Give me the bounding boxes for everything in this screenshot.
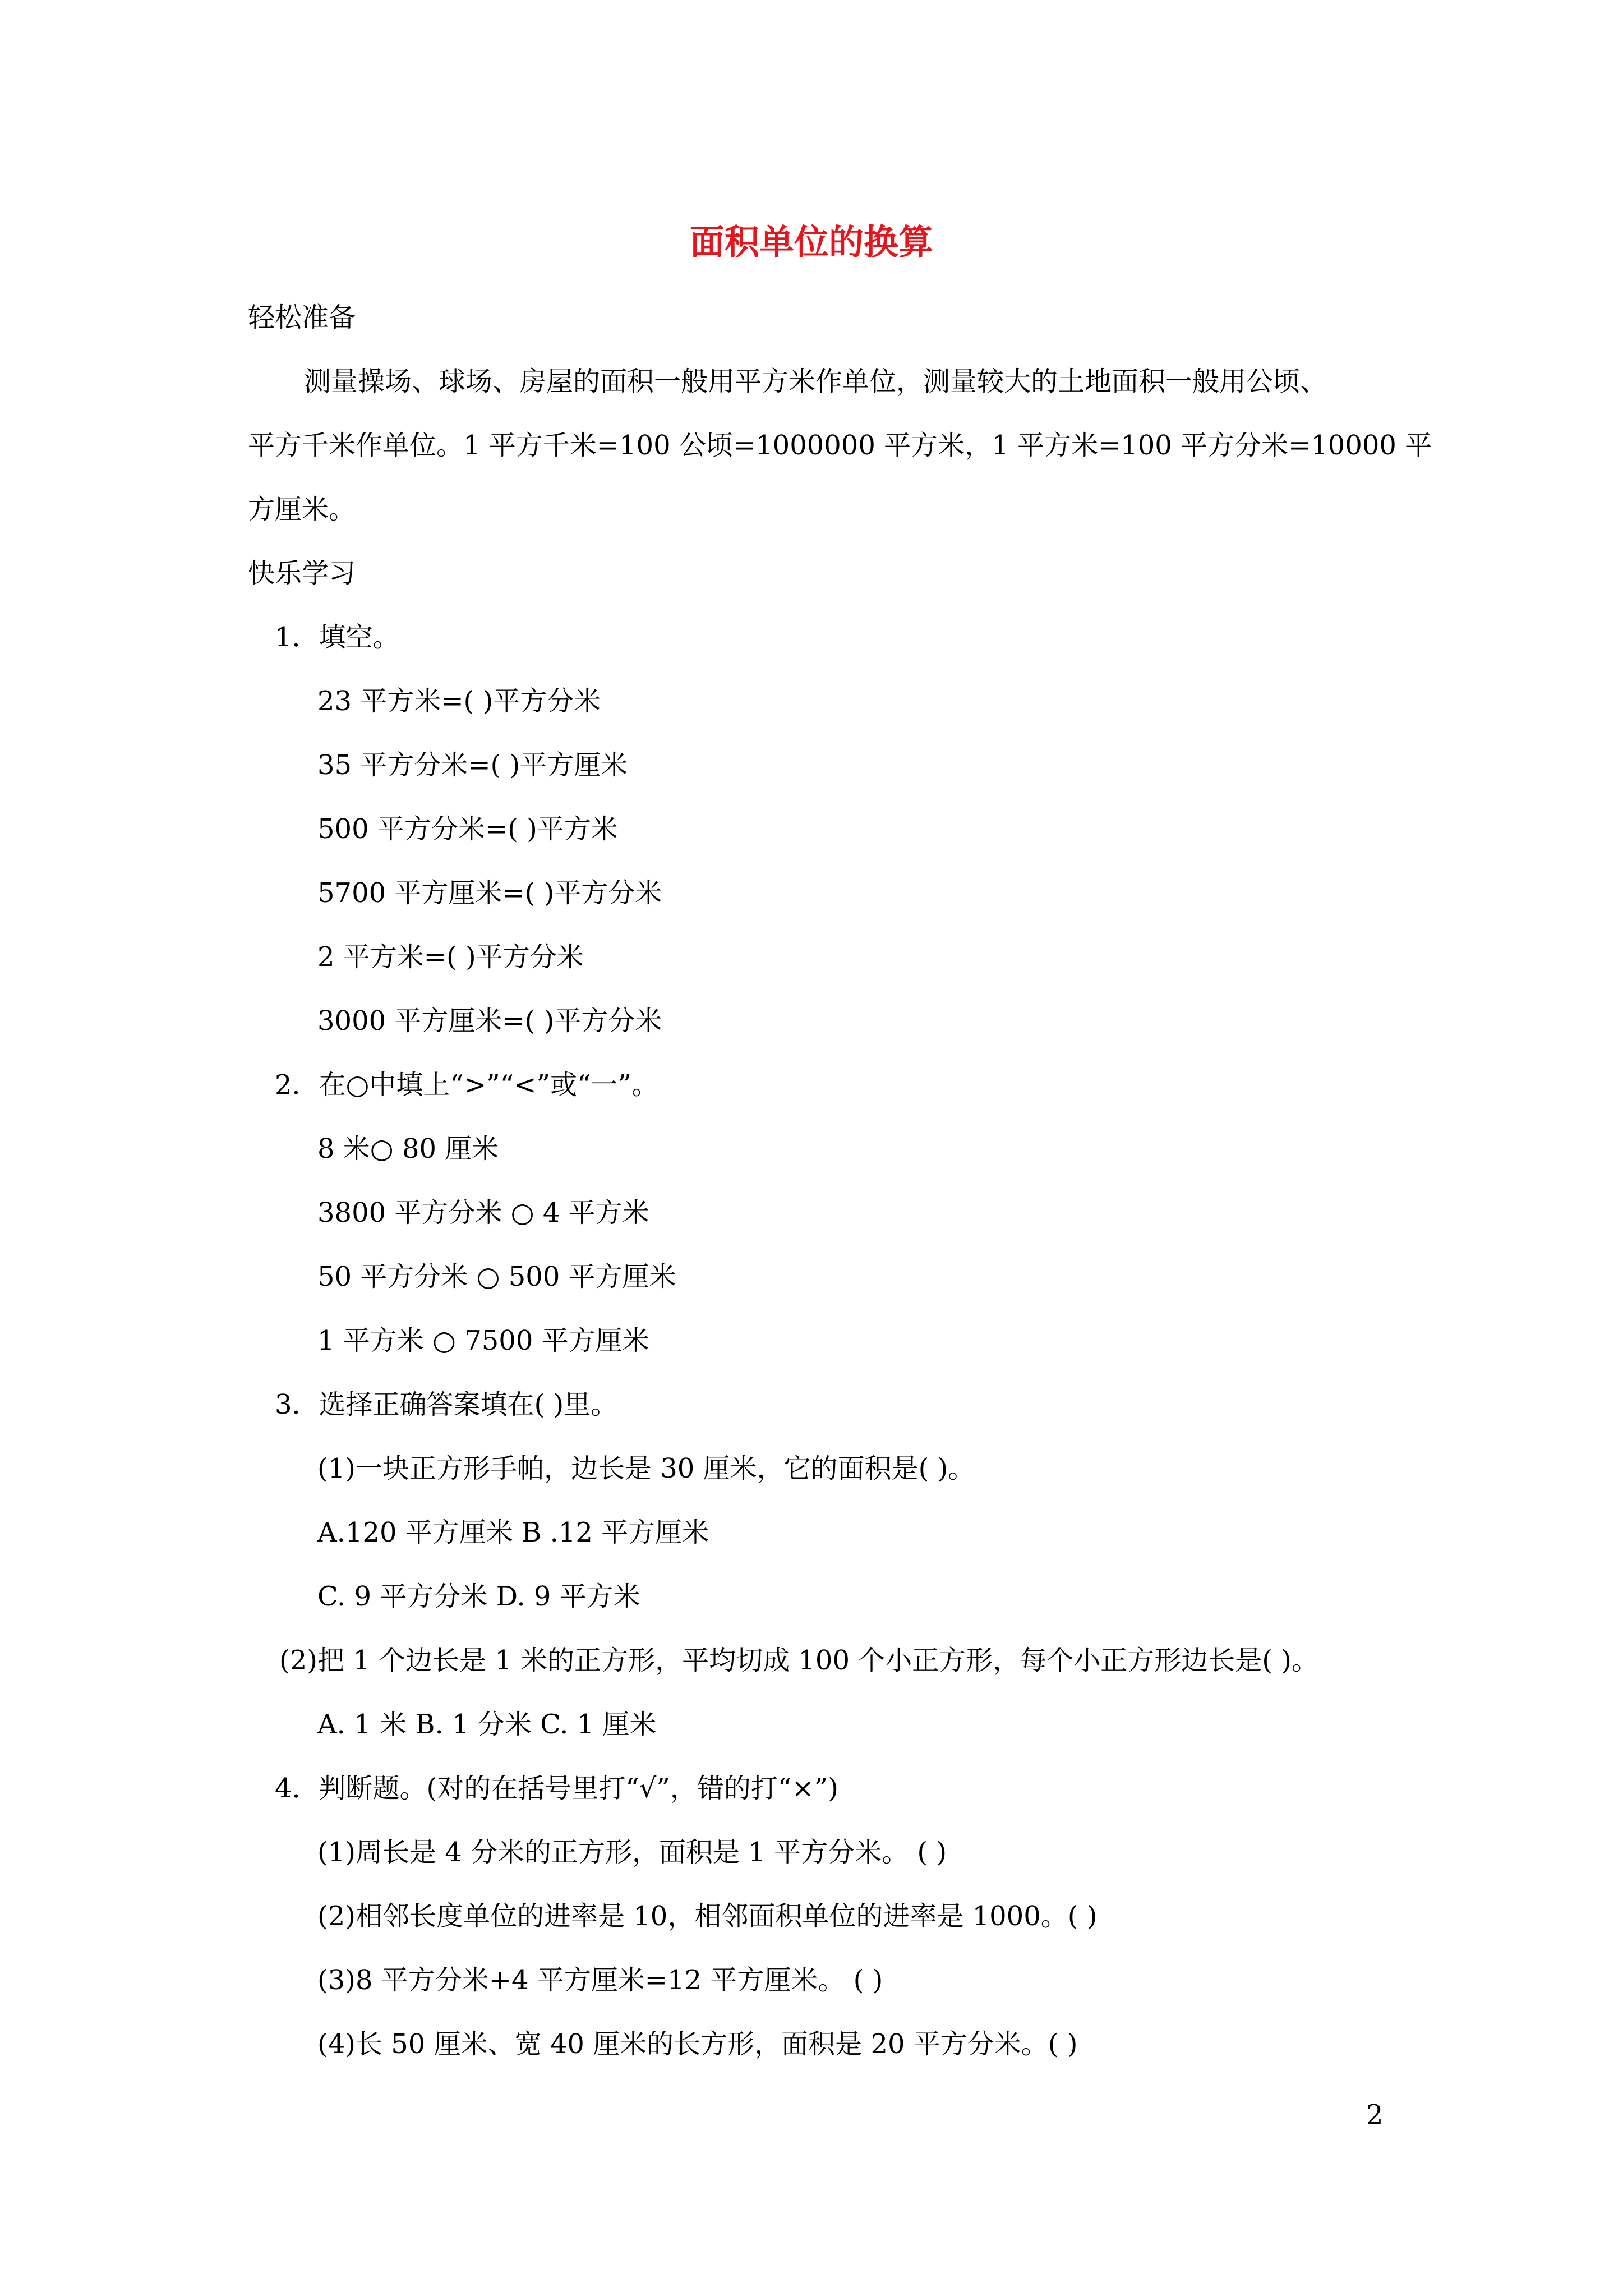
question-3-label: 3．选择正确答案填在( )里。: [275, 1389, 618, 1420]
question-1-label: 1．填空。: [275, 622, 400, 653]
intro-line-2: 平方千米作单位。1 平方千米=100 公顷=1000000 平方米，1 平方米=100 平方分米=10000 平: [248, 430, 1432, 461]
q4-item: (1)周长是 4 分米的正方形，面积是 1 平方分米。 ( ): [317, 1837, 947, 1868]
q2-item: 3800 平方分米 ○ 4 平方米: [317, 1197, 649, 1228]
q1-item: 3000 平方厘米=( )平方分米: [317, 1005, 662, 1037]
q4-item: (3)8 平方分米+4 平方厘米=12 平方厘米。 ( ): [317, 1964, 883, 1996]
q1-item: 35 平方分米=( )平方厘米: [317, 749, 628, 781]
q4-item: (4)长 50 厘米、宽 40 厘米的长方形，面积是 20 平方分米。( ): [317, 2028, 1078, 2060]
question-4-label: 4．判断题。(对的在括号里打“√”，错的打“×”): [275, 1773, 838, 1804]
q4-item: (2)相邻长度单位的进率是 10，相邻面积单位的进率是 1000。( ): [317, 1901, 1098, 1932]
section-heading-learning: 快乐学习: [248, 558, 356, 589]
page-number: 2: [1366, 2099, 1384, 2131]
page-title: 面积单位的换算: [689, 222, 933, 263]
q1-item: 23 平方米=( )平方分米: [317, 685, 601, 717]
q2-item: 1 平方米 ○ 7500 平方厘米: [317, 1325, 649, 1356]
q1-item: 500 平方分米=( )平方米: [317, 813, 618, 845]
intro-line-1: 测量操场、球场、房屋的面积一般用平方米作单位，测量较大的土地面积一般用公顷、: [304, 366, 1327, 397]
q3-sub1-options-cd: C. 9 平方分米 D. 9 平方米: [317, 1581, 640, 1612]
q3-subquestion-2: (2)把 1 个边长是 1 米的正方形，平均切成 100 个小正方形，每个小正方形边长是( )。: [279, 1645, 1318, 1676]
q2-item: 50 平方分米 ○ 500 平方厘米: [317, 1261, 676, 1292]
q1-item: 2 平方米=( )平方分米: [317, 941, 584, 973]
q1-item: 5700 平方厘米=( )平方分米: [317, 877, 662, 909]
q2-item: 8 米○ 80 厘米: [317, 1133, 499, 1165]
q3-sub2-options: A. 1 米 B. 1 分米 C. 1 厘米: [317, 1709, 657, 1740]
q3-sub1-options-ab: A.120 平方厘米 B .12 平方厘米: [317, 1517, 709, 1548]
section-heading-preparation: 轻松准备: [248, 302, 356, 333]
q3-subquestion-1: (1)一块正方形手帕，边长是 30 厘米，它的面积是( )。: [317, 1453, 975, 1484]
intro-line-3: 方厘米。: [248, 494, 356, 525]
question-2-label: 2．在○中填上“>”“<”或“一”。: [275, 1069, 659, 1101]
